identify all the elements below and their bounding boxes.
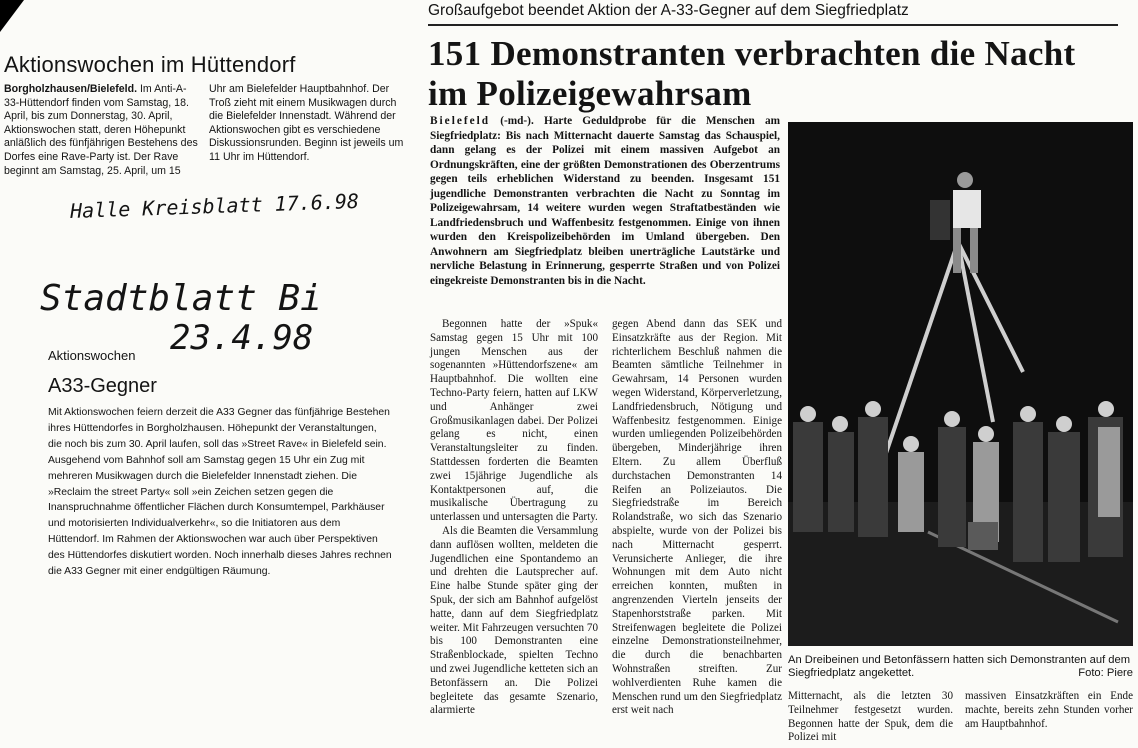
article-column-1 xyxy=(430,318,598,718)
photo-caption xyxy=(788,654,1133,680)
lead-dateline: Bielefeld xyxy=(430,115,491,127)
lead-text: Harte Geduldprobe für die Menschen am Siegfriedplatz: Bis nach Mitternacht dauerte Samstag das Schauspiel, dann gelang es der Polizei mit einem massiven Aufgebot an Ordnungskräften, eine der größten Demonstrationen des Oberzentrums gegen teils erheblichen Widerstand zu beenden. Insgesamt 151 jugendliche Demonstranten verbrachten die Nacht zu Sonntag im Polizeigewahrsam, 14 weitere wurden wegen Straftatbeständen wie Landfriedensbruch und Waffenbesitz festgenommen. Einige von ihnen wurden den Kreispolizeibehörden im Umland übergeben. Den Anwohnern am Siegfriedplatz bleiben unerträgliche Lautstärke und nervliche Belastung in Erinnerung, gesperrte Straßen und von Polizei eingekreiste Demonstranten bis in die Nacht. xyxy=(430,115,781,287)
clip2-body: Mit Aktionswochen feiern derzeit die A33 Gegner das fünfjährige Bestehen ihres Hüttendorfes in Borgholzhausen. Höhepunkt der Veranstaltungen, die noch bis zum 30. April laufen, soll das »Street Rave« in Bielefeld sein. Ausgehend vom Bahnhof soll am Samstag gegen 15 Uhr ein Zug mit mehreren Musikwagen durch die Bielefelder Innenstadt ziehen. Die »Reclaim the street Party« soll »ein Zeichen setzen gegen die Inanspruchnahme öffentlicher Flächen durch Konsumtempel, Parkhäuser und motorisierten Individualverkehr«, so die Initiatoren aus dem Hüttendorf. Im Rahmen der Aktionswochen war auch über Perspektiven des Hüttendorfes diskutiert worden. Noch innerhalb dieses Jahres rechnen die A33 Gegner mit einer endgültigen Räumung. xyxy=(48,407,392,578)
handwritten-note-2-line1: Stadtblatt Bi xyxy=(40,278,322,319)
demonstration-photo xyxy=(788,122,1133,646)
handwritten-note-1: Halle Kreisblatt 17.6.98 xyxy=(69,188,360,224)
article-kicker: Großaufgebot beendet Aktion der A-33-Gegner auf dem Siegfriedplatz xyxy=(428,2,909,19)
column-2-paragraph-1: gegen Abend dann das SEK und Einsatzkräfte aus der Region. Mit richterlichem Beschluß nahmen die Beamten sämtliche Teilnehmer in Gewahrsam, 14 Personen wurden wegen Widerstand, Körperverletzung, Landfriedensbruch, Nötigung und Waffenbesitz festgenommen. Einige wurden umliegenden Polizeibehörden übergeben, Minderjährige ihren Eltern. Zu allem Überfluß durchstachen Demonstranten 14 Reifen an Polizeiautos. Die Siegfriedstraße im Bereich Rolandstraße, wo sich das Szenario abspielte, wurde von der Polizei bis nach Mitternacht gesperrt. Verunsicherte Anlieger, die ihre Wohnungen mit dem Auto nicht erreichen konnten, mußten in angrenzenden Vierteln jenseits der Stapenhorststraße parken. Mit Streifenwagen begleitete die Polizei einzelne Demonstrationsteilnehmer, die durch die benachbarten Wohnstraßen streiften. Zur wohlverdienten Ruhe kamen die Menschen rund um den Siegfriedplatz erst weit nach xyxy=(612,318,782,717)
article-column-3: Mitternacht, als die letzten 30 Teilnehmer festgesetzt wurden. Begonnen hatte der Spuk, dem die Polizei mit xyxy=(788,690,953,744)
photo-credit: Foto: Piere xyxy=(1078,667,1133,679)
column-1-paragraph-2: Als die Beamten die Versammlung dann auflösen wollten, meldeten die Jugendlichen eine Spontandemo an und drehten die Lautsprecher auf. Eine halbe Stunde später ging der Spuk, der sich am Bahnhof aufgelöst hatte, dann auf dem Siegfriedplatz weiter. Mit Fahrzeugen versuchten 70 bis 100 Demonstranten eine Straßenblockade, spielten Techno und zwei Jugendliche ketteten sich an Betonfässern an. Die Polizei begleitete das gesamte Szenario, alarmierte xyxy=(430,524,598,717)
clip1-headline: Aktionswochen im Hüttendorf xyxy=(4,52,296,77)
clip1-body xyxy=(4,83,404,178)
caption-text: An Dreibeinen und Betonfässern hatten sich Demonstranten auf dem Siegfriedplatz angekettet. xyxy=(788,654,1131,679)
clip1-text: Im Anti-A-33-Hüttendorf finden vom Samstag, 18. April, bis zum Donnerstag, 30. April, Aktionswochen statt, deren Höhepunkt anläßlich des fünfjährigen Bestehens des Dorfes eine Rave-Party ist. Der Rave beginnt am Samstag, 25. April, um 15 Uhr am Bielefelder Hauptbahnhof. Der Troß zieht mit einem Musikwagen durch die Bielefelder Innenstadt. Während der Aktionswochen gibt es verschiedene Diskussionsrunden. Beginn ist jeweils um 11 Uhr im Hüttendorf. xyxy=(4,83,404,177)
article-headline: 151 Demonstranten verbrachten die Nacht im Polizeigewahrsam xyxy=(428,34,1076,113)
article-column-4: massiven Einsatzkräften ein Ende machte, bereits zehn Stunden vorher am Hauptbahnhof. xyxy=(965,690,1133,730)
corner-mark xyxy=(0,0,24,32)
handwritten-note-2-line2: 23.4.98 xyxy=(170,318,314,358)
column-1-paragraph-1: Begonnen hatte der »Spuk« Samstag gegen 15 Uhr mit 100 jungen Menschen aus der sogenannten »Hüttendorfszene« am Hauptbahnhof. Die wollten eine Techno-Party feiern, hatten auf LKW und Anhänger zwei Großmusikanlagen dabei. Der Polizei gelang es nicht, einen Veranstaltungsleiter zu finden. Stattdessen forderten die Beamten zwei 15jährige Jugendliche als Kontaktpersonen auf, die musikalische Übertragung zu unterlassen und untersagten die Party. xyxy=(430,318,598,524)
article-lead xyxy=(430,114,780,288)
photo-illustration xyxy=(788,122,1133,646)
lead-agency: (-md-). xyxy=(500,115,534,127)
kicker-rule xyxy=(428,24,1118,26)
clip2-headline: A33-Gegner xyxy=(48,375,157,397)
clip2-kicker: Aktionswochen xyxy=(48,348,136,363)
article-column-2 xyxy=(612,318,782,718)
clip1-dateline: Borgholzhausen/Bielefeld. xyxy=(4,83,138,95)
